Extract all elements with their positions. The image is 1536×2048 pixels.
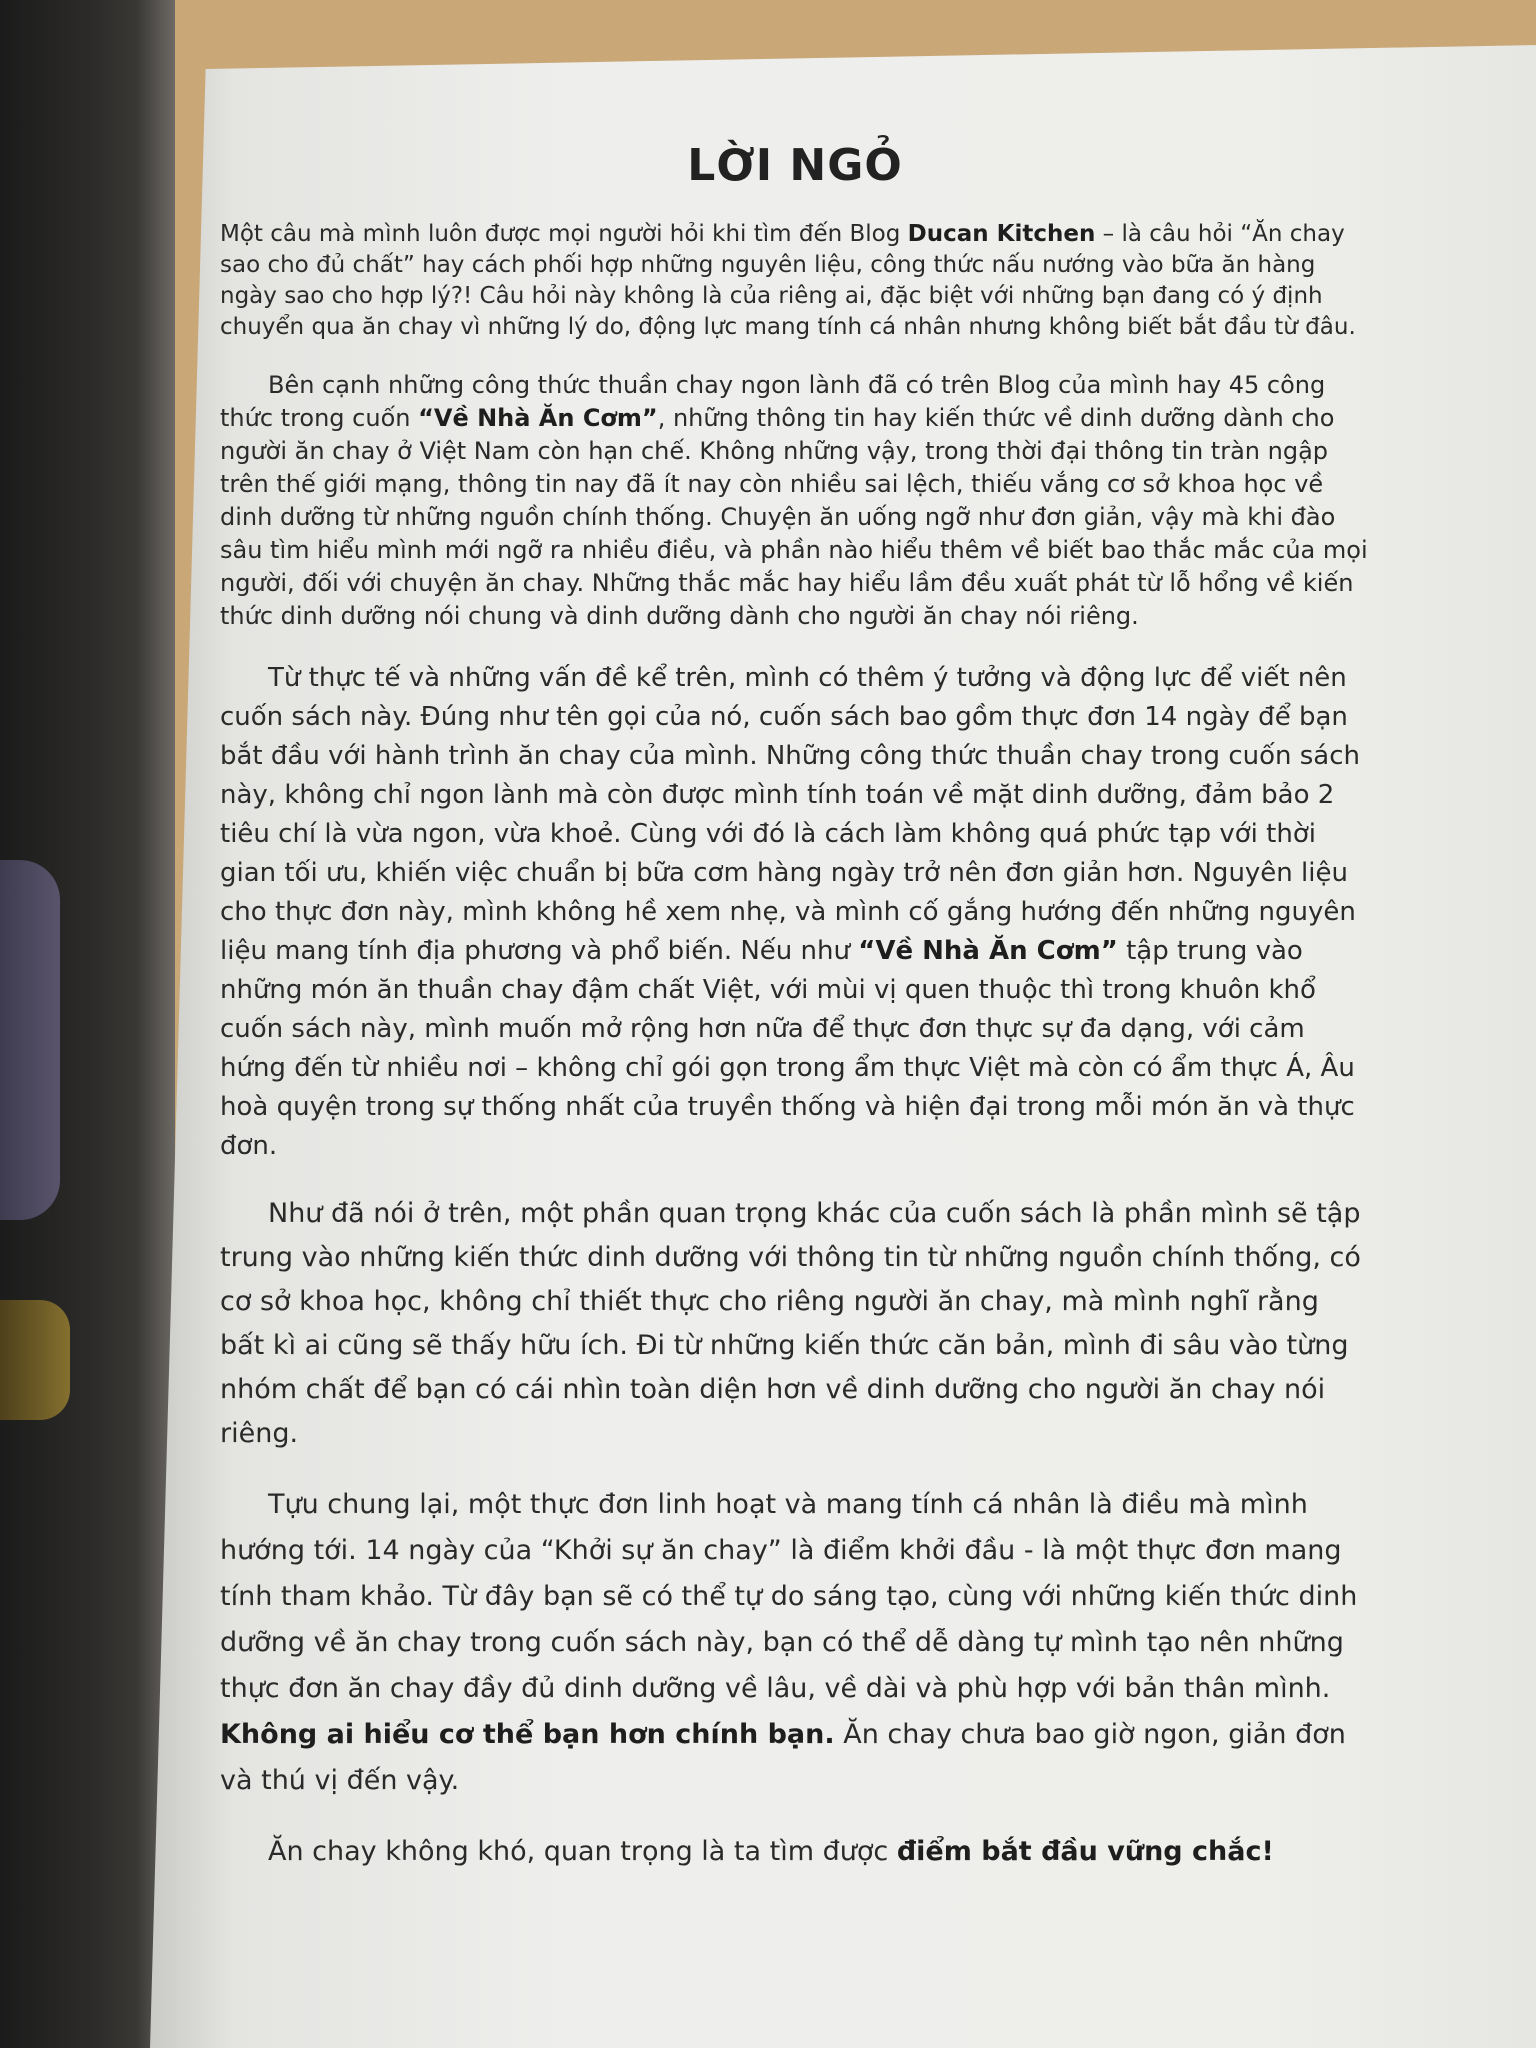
paragraph-5 <box>220 1482 1370 1804</box>
page-content <box>220 140 1370 1901</box>
paragraph-1-text-a: Một câu mà mình luôn được mọi người hỏi khi tìm đến Blog <box>220 221 908 247</box>
paragraph-1-bold: Ducan Kitchen <box>907 221 1096 247</box>
paragraph-2 <box>220 369 1370 633</box>
closing-bold: điểm bắt đầu vững chắc! <box>896 1836 1274 1867</box>
page-title: LỜI NGỎ <box>687 140 903 191</box>
paragraph-1 <box>220 219 1370 343</box>
paragraph-4-text-a: Như đã nói ở trên, một phần quan trọng khác của cuốn sách là phần mình sẽ tập trung vào những kiến thức dinh dưỡng với thông tin từ những nguồn chính thống, có cơ sở khoa học, không chỉ thiết thực cho riêng người ăn chay, mà mình nghĩ rằng bất kì ai cũng sẽ thấy hữu ích. Đi từ những kiến thức căn bản, mình đi sâu vào từng nhóm chất để bạn có cái nhìn toàn diện hơn về dinh dưỡng cho người ăn chay nói riêng. <box>220 1198 1361 1449</box>
paragraph-5-text-a: Tựu chung lại, một thực đơn linh hoạt và mang tính cá nhân là điều mà mình hướng tới. 14 ngày của “Khởi sự ăn chay” là điểm khởi đầu - là một thực đơn mang tính tham khảo. Từ đây bạn sẽ có thể tự do sáng tạo, cùng với những kiến thức dinh dưỡng về ăn chay trong cuốn sách này, bạn có thể dễ dàng tự mình tạo nên những thực đơn ăn chay đầy đủ dinh dưỡng về lâu, về dài và phù hợp với bản thân mình. <box>220 1489 1358 1704</box>
paragraph-2-text-c: , những thông tin hay kiến thức về dinh dưỡng dành cho người ăn chay ở Việt Nam còn hạn chế. Không những vậy, trong thời đại thông tin tràn ngập trên thế giới mạng, thông tin nay đã ít nay còn nhiều sai lệch, thiếu vắng cơ sở khoa học về dinh dưỡng từ những nguồn chính thống. Chuyện ăn uống ngỡ như đơn giản, vậy mà khi đào sâu tìm hiểu mình mới ngỡ ra nhiều điều, và phần nào hiểu thêm về biết bao thắc mắc của mọi người, đối với chuyện ăn chay. Những thắc mắc hay hiểu lầm đều xuất phát từ lỗ hổng về kiến thức dinh dưỡng nói chung và dinh dưỡng dành cho người ăn chay nói riêng. <box>220 404 1368 630</box>
facing-page-image-accent <box>0 1300 70 1420</box>
closing-line <box>220 1830 1370 1874</box>
closing-text-a: Ăn chay không khó, quan trọng là ta tìm được <box>268 1836 897 1867</box>
paragraph-5-bold: Không ai hiểu cơ thể bạn hơn chính bạn. <box>220 1719 835 1750</box>
paragraph-4 <box>220 1192 1370 1456</box>
paragraph-2-bold: “Về Nhà Ăn Cơm” <box>418 404 658 432</box>
paragraph-3-text-a: Từ thực tế và những vấn đề kể trên, mình có thêm ý tưởng và động lực để viết nên cuốn sách này. Đúng như tên gọi của nó, cuốn sách bao gồm thực đơn 14 ngày để bạn bắt đầu với hành trình ăn chay của mình. Những công thức thuần chay trong cuốn sách này, không chỉ ngon lành mà còn được mình tính toán về mặt dinh dưỡng, đảm bảo 2 tiêu chí là vừa ngon, vừa khoẻ. Cùng với đó là cách làm không quá phức tạp với thời gian tối ưu, khiến việc chuẩn bị bữa cơm hàng ngày trở nên đơn giản hơn. Nguyên liệu cho thực đơn này, mình không hề xem nhẹ, và mình cố gắng hướng đến những nguyên liệu mang tính địa phương và phổ biến. Nếu như <box>220 663 1361 966</box>
paragraph-3-bold: “Về Nhà Ăn Cơm” <box>858 936 1118 966</box>
paragraph-3-text-c: tập trung vào những món ăn thuần chay đậm chất Việt, với mùi vị quen thuộc thì trong khuôn khổ cuốn sách này, mình muốn mở rộng hơn nữa để thực đơn thực sự đa dạng, với cảm hứng đến từ nhiều nơi – không chỉ gói gọn trong ẩm thực Việt mà còn có ẩm thực Á, Âu hoà quyện trong sự thống nhất của truyền thống và hiện đại trong mỗi món ăn và thực đơn. <box>220 936 1355 1161</box>
facing-page-image <box>0 860 60 1220</box>
paragraph-2-text-a: Bên cạnh những công thức thuần chay ngon lành đã có trên Blog của mình hay 45 công thức trong cuốn <box>220 371 1326 432</box>
paragraph-3 <box>220 659 1370 1166</box>
paragraph-1-text-c: – là câu hỏi “Ăn chay sao cho đủ chất” hay cách phối hợp những nguyên liệu, công thức nấu nướng vào bữa ăn hàng ngày sao cho hợp lý?! Câu hỏi này không là của riêng ai, đặc biệt với những bạn đang có ý định chuyển qua ăn chay vì những lý do, động lực mang tính cá nhân nhưng không biết bắt đầu từ đâu. <box>220 221 1356 340</box>
paragraph-5-text-c: Ăn chay chưa bao giờ ngon, giản đơn và thú vị đến vậy. <box>220 1719 1346 1796</box>
